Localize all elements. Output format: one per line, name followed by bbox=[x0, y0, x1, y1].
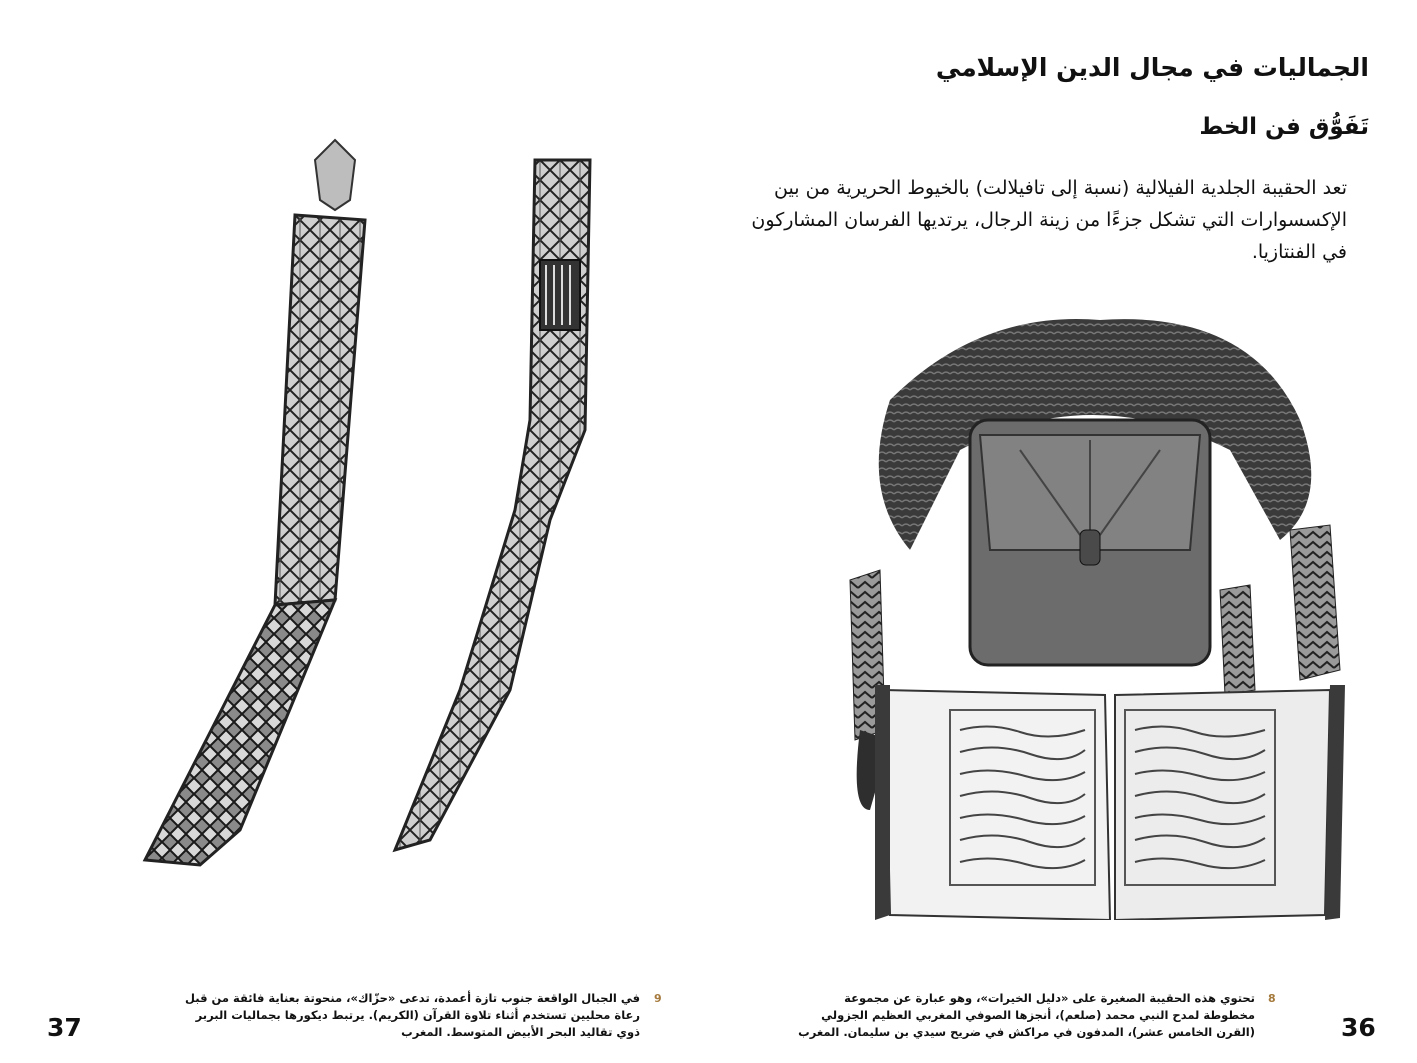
caption-right: تحتوي هذه الحقيبة الصغيرة على «دليل الخيرات»، وهو عبارة عن مجموعة مخطوطة لمدح النبي محمد (صلعم)، أنجزها الصوفي المغربي العظيم الجزولي (القرن الخامس عشر)، المدفون في مراكش في ضريح سيدي بن سليمان. المغرب bbox=[798, 991, 1255, 1039]
section-title: الجماليات في مجال الدين الإسلامي bbox=[935, 53, 1369, 82]
intro-paragraph: تعد الحقيبة الجلدية الفيلالية (نسبة إلى تافيلالت) بالخيوط الحريرية من بين الإكسسوارات التي تشكل جزءًا من زينة الرجال، يرتديها الفرسان المشاركون في الفنتازيا. bbox=[751, 177, 1347, 263]
page-number-right: 36 bbox=[1341, 1013, 1376, 1042]
leather-bag-manuscript-image bbox=[830, 290, 1360, 920]
page-number-left: 37 bbox=[47, 1013, 82, 1042]
section-subtitle: تَفَوُّق فن الخط bbox=[1199, 114, 1369, 140]
caption-left: في الجبال الواقعة جنوب تازة أعمدة، تدعى «حزّاك»، منحوتة بعناية فائقة من قبل رعاة محليين تستخدم أثناء تلاوة القرآن (الكريم). يرتبط ديكورها بجماليات البربر ذوي تقاليد البحر الأبيض المتوسط. المغرب bbox=[185, 991, 640, 1039]
caption-number-right: 8 bbox=[1268, 992, 1276, 1005]
carved-staffs-image bbox=[130, 130, 630, 890]
caption-number-left: 9 bbox=[654, 992, 662, 1005]
